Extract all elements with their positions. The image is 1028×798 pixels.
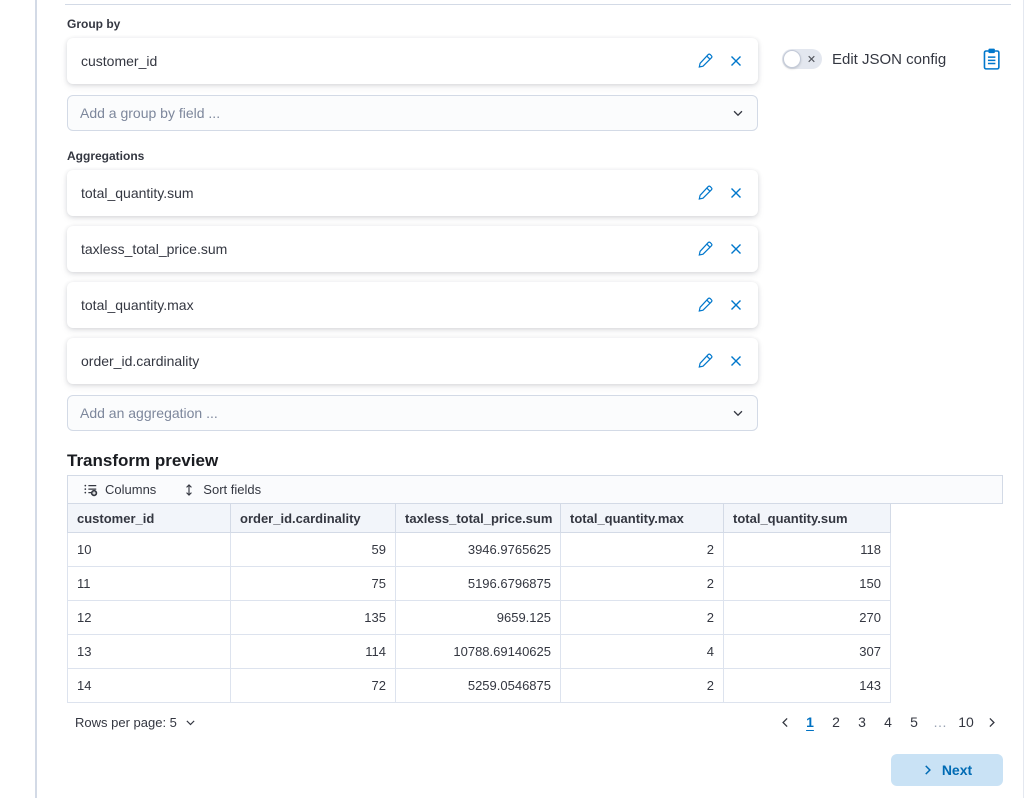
page-number-button[interactable]: 3 <box>858 714 866 730</box>
section-divider <box>65 4 1011 5</box>
table-row <box>68 601 891 635</box>
aggregation-item-label: total_quantity.sum <box>81 185 194 201</box>
table-cell: 118 <box>724 533 891 567</box>
edit-json-config-label: Edit JSON config <box>832 50 947 68</box>
page-number-button[interactable]: 2 <box>832 714 840 730</box>
table-cell: 4 <box>561 635 724 669</box>
group-by-label: Group by <box>67 17 121 31</box>
panel-right-border <box>1023 0 1024 798</box>
column-header[interactable]: order_id.cardinality <box>231 504 396 533</box>
column-header[interactable]: total_quantity.sum <box>724 504 891 533</box>
column-header[interactable]: taxless_total_price.sum <box>396 504 561 533</box>
sort-fields-button[interactable] <box>182 482 261 497</box>
table-cell: 150 <box>724 567 891 601</box>
edit-json-config-row <box>782 47 946 71</box>
table-cell: 13 <box>68 635 231 669</box>
aggregation-item <box>67 338 758 384</box>
pagination <box>773 710 1003 734</box>
chevron-right-icon <box>922 764 934 776</box>
table-cell: 2 <box>561 669 724 703</box>
table-cell: 5196.6796875 <box>396 567 561 601</box>
edit-pencil-icon[interactable] <box>697 353 713 369</box>
table-cell: 12 <box>68 601 231 635</box>
columns-button[interactable] <box>84 482 156 497</box>
edit-pencil-icon[interactable] <box>697 53 713 69</box>
aggregation-item <box>67 282 758 328</box>
page-number-button[interactable]: 5 <box>910 714 918 730</box>
remove-x-icon[interactable] <box>728 185 744 201</box>
remove-x-icon[interactable] <box>728 353 744 369</box>
table-cell: 2 <box>561 533 724 567</box>
aggregation-item-label: taxless_total_price.sum <box>81 241 228 257</box>
table-cell: 114 <box>231 635 396 669</box>
sortable-icon <box>182 483 196 497</box>
add-aggregation-select[interactable] <box>67 395 758 431</box>
previous-page-icon[interactable] <box>773 710 797 734</box>
table-cell: 3946.9765625 <box>396 533 561 567</box>
remove-x-icon[interactable] <box>728 297 744 313</box>
table-cell: 59 <box>231 533 396 567</box>
remove-x-icon[interactable] <box>728 241 744 257</box>
edit-json-toggle[interactable] <box>782 49 822 69</box>
table-cell: 10 <box>68 533 231 567</box>
transform-preview-title: Transform preview <box>67 451 219 470</box>
transform-preview-table <box>67 503 891 703</box>
table-cell: 270 <box>724 601 891 635</box>
edit-pencil-icon[interactable] <box>697 241 713 257</box>
chevron-down-icon <box>731 106 745 120</box>
table-row <box>68 669 891 703</box>
table-cell: 2 <box>561 567 724 601</box>
table-cell: 307 <box>724 635 891 669</box>
wizard-step-connector-line <box>35 0 37 798</box>
group-by-item-label: customer_id <box>81 53 158 69</box>
column-header[interactable]: total_quantity.max <box>561 504 724 533</box>
table-cell: 135 <box>231 601 396 635</box>
table-cell: 75 <box>231 567 396 601</box>
edit-pencil-icon[interactable] <box>697 185 713 201</box>
table-row <box>68 533 891 567</box>
next-step-button[interactable] <box>891 754 1003 786</box>
rows-per-page-button[interactable] <box>67 715 197 730</box>
columns-button-label: Columns <box>105 482 157 497</box>
table-row <box>68 635 891 669</box>
table-cell: 14 <box>68 669 231 703</box>
table-cell: 5259.0546875 <box>396 669 561 703</box>
table-row <box>68 567 891 601</box>
toggle-off-x-icon <box>807 55 816 64</box>
table-cell: 10788.69140625 <box>396 635 561 669</box>
aggregation-item-label: order_id.cardinality <box>81 353 200 369</box>
datagrid-toolbar <box>67 475 1003 504</box>
page-number-button[interactable]: 4 <box>884 714 892 730</box>
chevron-down-icon <box>731 406 745 420</box>
table-cell: 72 <box>231 669 396 703</box>
table-cell: 11 <box>68 567 231 601</box>
table-cell: 9659.125 <box>396 601 561 635</box>
next-step-button-label: Next <box>941 762 973 778</box>
remove-x-icon[interactable] <box>728 53 744 69</box>
aggregation-item <box>67 226 758 272</box>
page-number-button[interactable]: 1 <box>806 714 814 730</box>
chevron-down-icon <box>184 716 197 729</box>
copy-to-clipboard-icon[interactable] <box>981 47 1003 71</box>
next-page-icon[interactable] <box>979 710 1003 734</box>
list-add-icon <box>84 483 98 497</box>
pagination-ellipsis: … <box>933 714 947 730</box>
table-cell: 143 <box>724 669 891 703</box>
aggregation-item <box>67 170 758 216</box>
rows-per-page-label: Rows per page: 5 <box>75 714 177 730</box>
add-group-by-select[interactable] <box>67 95 758 131</box>
toggle-thumb <box>783 50 801 68</box>
sort-fields-button-label: Sort fields <box>203 482 262 497</box>
table-cell: 2 <box>561 601 724 635</box>
edit-pencil-icon[interactable] <box>697 297 713 313</box>
aggregations-label: Aggregations <box>67 149 145 163</box>
datagrid-footer <box>67 708 1003 736</box>
aggregation-item-label: total_quantity.max <box>81 297 194 313</box>
add-group-by-placeholder: Add a group by field ... <box>80 105 221 121</box>
page-number-button[interactable]: 10 <box>958 714 974 730</box>
table-header-row <box>68 504 891 533</box>
column-header[interactable]: customer_id <box>68 504 231 533</box>
add-aggregation-placeholder: Add an aggregation ... <box>80 405 218 421</box>
group-by-item <box>67 38 758 84</box>
